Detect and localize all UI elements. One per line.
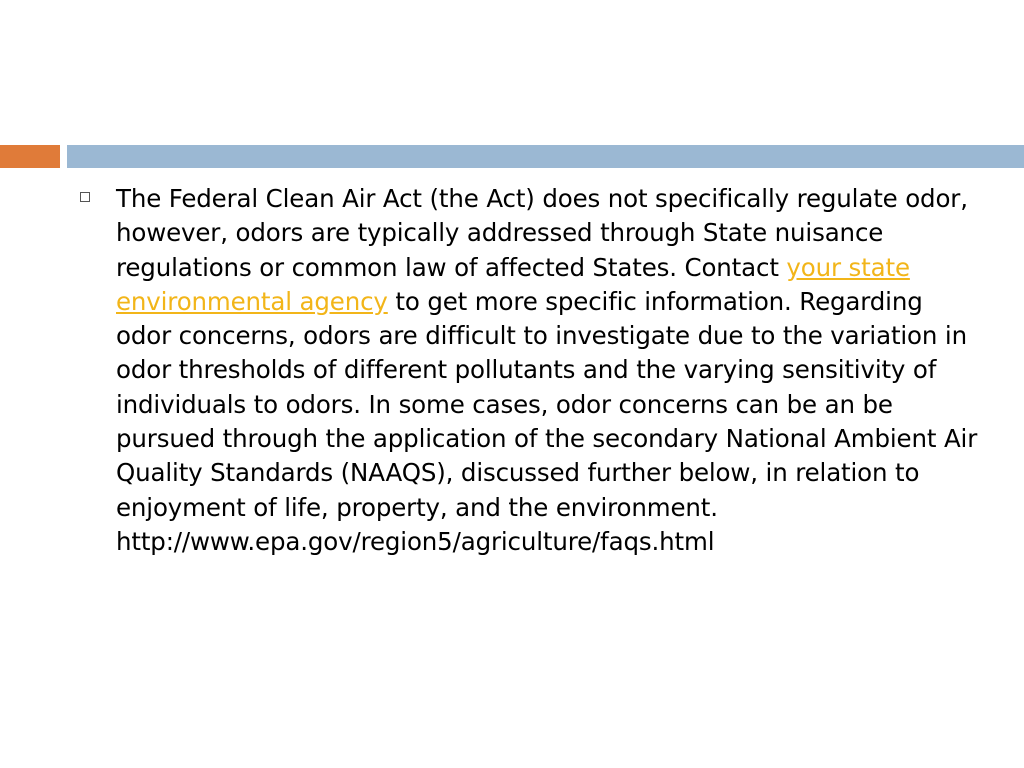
bullet-item <box>78 182 978 559</box>
state-agency-link[interactable]: your state environmental agency <box>116 252 910 316</box>
source-url: http://www.epa.gov/region5/agriculture/faqs.html <box>116 526 715 556</box>
bullet-text-before-link: The Federal Clean Air Act (the Act) does not specifically regulate odor, however, odors are typically addressed through State nuisance regulations or common law of affected States. Contact <box>116 184 968 282</box>
accent-bar-blue <box>67 145 1024 168</box>
bullet-text <box>116 182 978 559</box>
slide-content <box>78 182 978 559</box>
hollow-square-bullet-icon <box>80 192 90 202</box>
bullet-text-after-link: to get more specific information. Regarding odor concerns, odors are difficult to investigate due to the variation in odor thresholds of different pollutants and the varying sensitivity of individuals to odors. In some cases, odor concerns can be an be pursued through the application of the secondary National Ambient Air Quality Standards (NAAQS), discussed further below, in relation to enjoyment of life, property, and the environment. <box>116 286 978 522</box>
accent-bar-orange <box>0 145 60 168</box>
